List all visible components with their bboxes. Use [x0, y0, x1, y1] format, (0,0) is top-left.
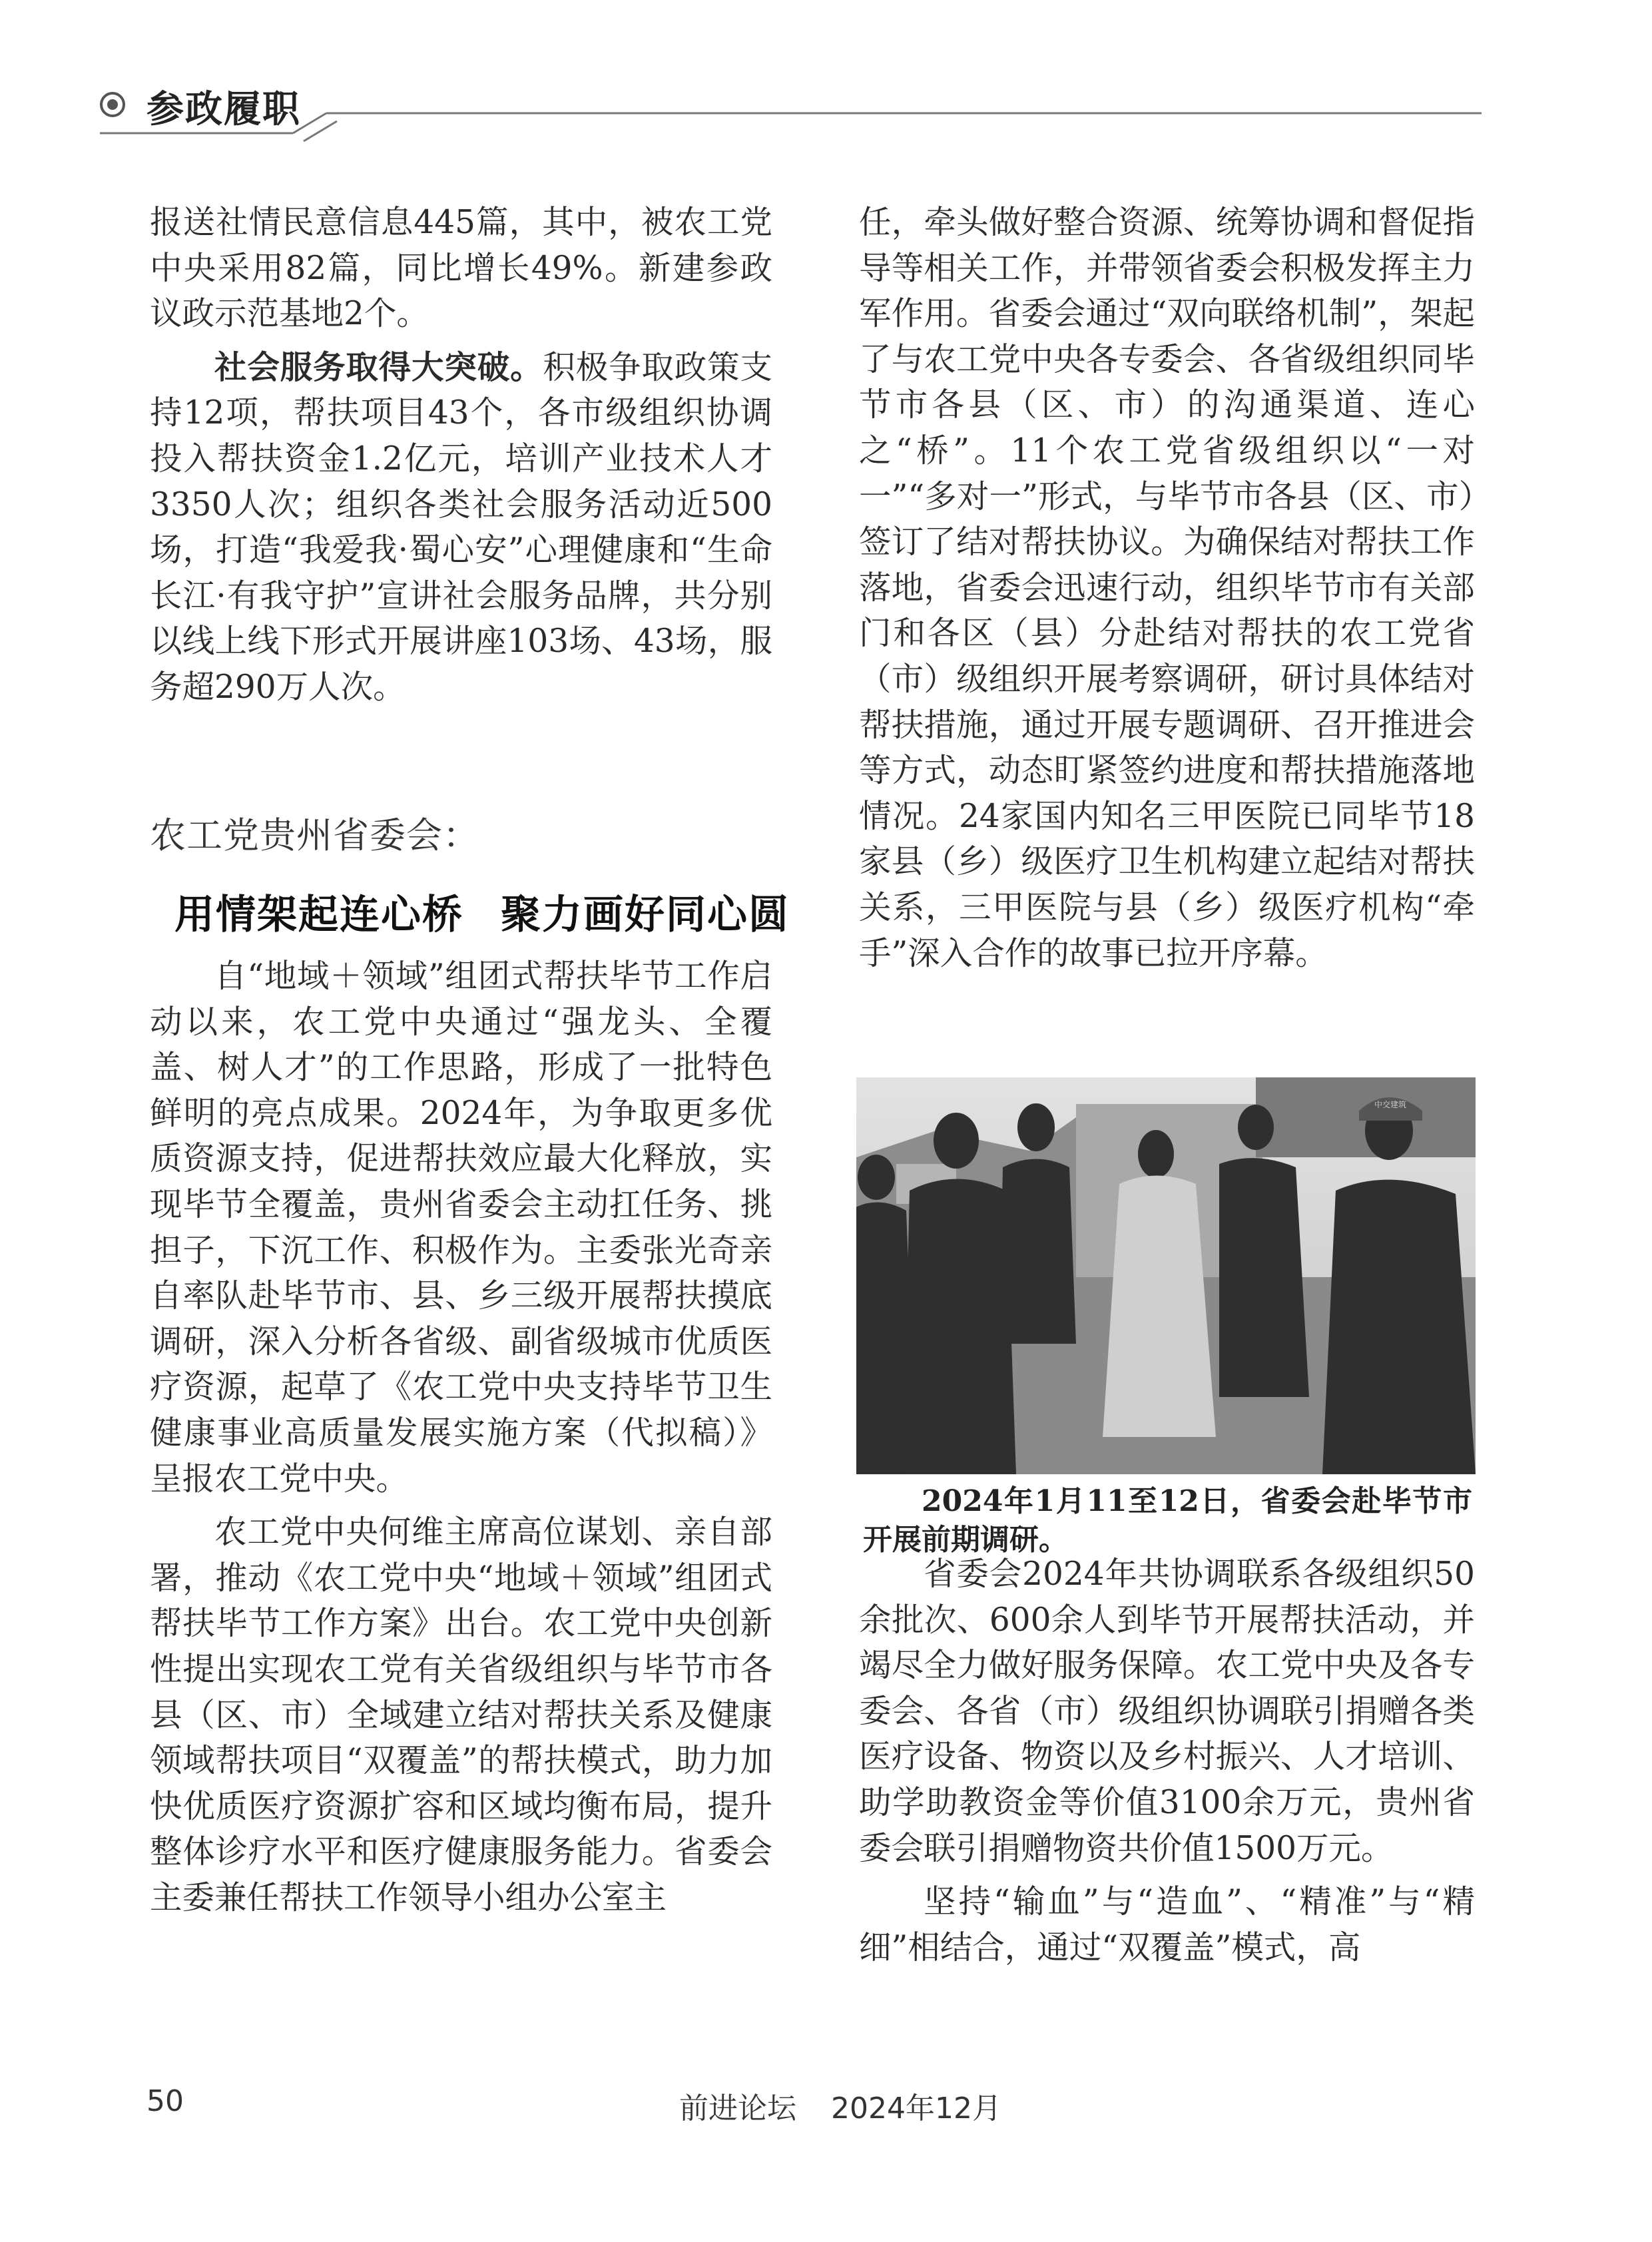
paragraph: 自“地域＋领域”组团式帮扶毕节工作启动以来，农工党中央通过“强龙头、全覆盖、树人才”的工作思路，形成了一批特色鲜明的亮点成果。2024年，为争取更多优质资源支持，促进帮扶效应最大化释放，实现毕节全覆盖，贵州省委会主动扛任务、挑担子，下沉工作、积极作为。主委张光奇亲自率队赴毕节市、县、乡三级开展帮扶摸底调研，深入分析各省级、副省级城市优质医疗资源，起草了《农工党中央支持毕节卫生健康事业高质量发展实施方案（代拟稿）》呈报农工党中央。: [150, 958, 772, 1498]
section-title: 参政履职: [146, 88, 301, 131]
page-header: [0, 0, 1652, 153]
target-bullet-icon: [100, 92, 125, 117]
photo-caption: 2024年1月11至12日，省委会赴毕节市开展前期调研。: [863, 1484, 1472, 1557]
paragraph: [150, 345, 772, 710]
helmet-label: 中交建筑: [1374, 1100, 1407, 1109]
paragraph-lead: 社会服务取得大突破。: [214, 348, 543, 386]
headline-part-1: 用情架起连心桥: [174, 892, 463, 938]
article-headline: [174, 883, 790, 940]
paragraph: 报送社情民意信息445篇，其中，被农工党中央采用82篇，同比增长49%。新建参政议政示范基地2个。: [150, 204, 772, 333]
paragraph: 农工党中央何维主席高位谋划、亲自部署，推动《农工党中央“地域＋领域”组团式帮扶毕节工作方案》出台。农工党中央创新性提出实现农工党有关省级组织与毕节市各县（区、市）全域建立结对帮扶关系及健康领域帮扶项目“双覆盖”的帮扶模式，助力加快优质医疗资源扩容和区域均衡布局，提升整体诊疗水平和医疗健康服务能力。省委会主委兼任帮扶工作领导小组办公室主: [150, 1514, 772, 1916]
headline-part-2: 聚力画好同心圆: [501, 892, 790, 938]
publication-name: 前进论坛: [679, 2092, 796, 2125]
right-column-top: [859, 200, 1475, 984]
paragraph: 任，牵头做好整合资源、统筹协调和督促指导等相关工作，并带领省委会积极发挥主力军作用。省委会通过“双向联络机制”，架起了与农工党中央各专委会、各省级组织同毕节市各县（区、市）的沟通渠道、连心之“桥”。11个农工党省级组织以“一对一”“多对一”形式，与毕节市各县（区、市）签订了结对帮扶协议。为确保结对帮扶工作落地，省委会迅速行动，组织毕节市有关部门和各区（县）分赴结对帮扶的农工党省（市）级组织开展考察调研，研讨具体结对帮扶措施，通过开展专题调研、召开推进会等方式，动态盯紧签约进度和帮扶措施落地情况。24家国内知名三甲医院已同毕节18家县（乡）级医疗卫生机构建立起结对帮扶关系，三甲医院与县（乡）级医疗机构“牵手”深入合作的故事已拉开序幕。: [859, 204, 1475, 972]
left-column-article: [150, 954, 772, 1928]
section-label: 农工党贵州省委会：: [150, 814, 479, 856]
photo-scene: [856, 1077, 1476, 1474]
left-column-top: [150, 200, 772, 718]
article-photo: [856, 1077, 1476, 1474]
paragraph-body: 积极争取政策支持12项，帮扶项目43个，各市级组织协调投入帮扶资金1.2亿元，培训产业技术人才3350人次；组织各类社会服务活动近500场，打造“我爱我·蜀心安”心理健康和“生命长江·有我守护”宣讲社会服务品牌，共分别以线上线下形式开展讲座103场、43场，服务超290万人次。: [150, 348, 772, 706]
right-column-bottom: [859, 1551, 1475, 1978]
page-footer: [679, 2084, 1001, 2127]
paragraph: 坚持“输血”与“造血”、“精准”与“精细”相结合，通过“双覆盖”模式，高: [859, 1883, 1475, 1966]
paragraph: 省委会2024年共协调联系各级组织50余批次、600余人到毕节开展帮扶活动，并竭尽全力做好服务保障。农工党中央及各专委会、各省（市）级组织协调联引捐赠各类医疗设备、物资以及乡村振兴、人才培训、助学助教资金等价值3100余万元，贵州省委会联引捐赠物资共价值1500万元。: [859, 1555, 1475, 1867]
issue-date: 2024年12月: [831, 2092, 1001, 2125]
page-number: 50: [146, 2084, 184, 2118]
